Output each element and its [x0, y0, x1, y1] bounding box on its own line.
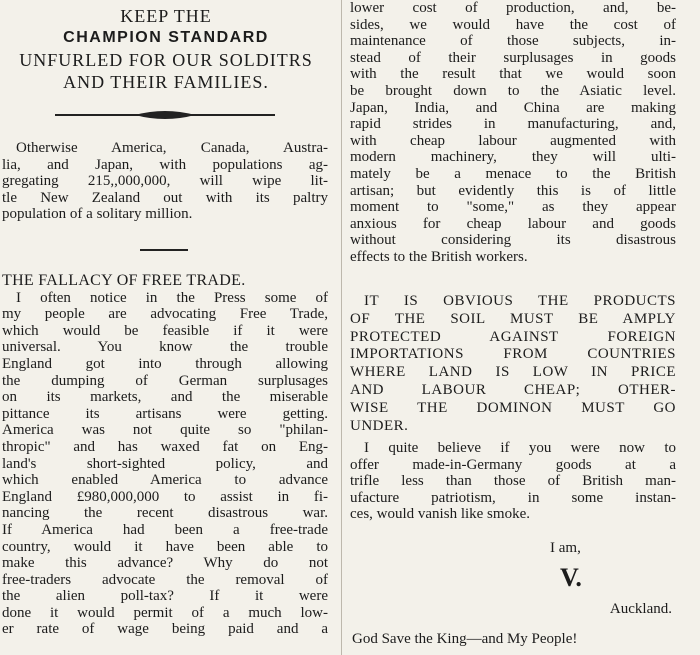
body-line: ces, would vanish like smoke. — [350, 506, 530, 523]
intro-line: population of a solitary million. — [2, 206, 193, 223]
body-line: on its markets, and the miserable — [2, 389, 328, 406]
headline-line-1: KEEP THE — [120, 6, 212, 26]
body-line: sides, we would have the cost of — [350, 16, 676, 33]
salutation: I am, — [550, 540, 581, 556]
body-line: with cheap labour augmented with — [350, 132, 676, 149]
headline-line-3: UNFURLED FOR OUR SOLDITRS — [19, 50, 313, 70]
body-line: thropic" and has waxed fat on Eng- — [2, 438, 328, 455]
body-line: Japan, India, and China are making — [350, 99, 676, 116]
intro-line: lia, and Japan, with populations ag- — [2, 156, 328, 173]
caps-line: WISE THE DOMINON MUST GO — [350, 399, 676, 416]
capitals-paragraph — [350, 293, 676, 435]
divider-rule — [140, 249, 188, 251]
body-line: America was not quite so "philan- — [2, 422, 328, 439]
body-line: trifle less than those of British man- — [350, 473, 676, 490]
body-line: the alien poll-tax? If it were — [2, 588, 328, 605]
body-line: er rate of wage being paid and a — [2, 621, 328, 638]
body-line: I often notice in the Press some of — [16, 289, 328, 306]
body-line: pittance its artisans were getting. — [2, 405, 328, 422]
continued-paragraph — [350, 0, 676, 266]
body-line: universal. You know the trouble — [2, 339, 328, 356]
body-line: stead of their surplusages in goods — [350, 49, 676, 66]
body-line: anxious for cheap labour and goods — [350, 215, 676, 232]
body-line: rapid strides in manufacturing, and, — [350, 116, 676, 133]
body-line: without considering its disastrous — [350, 232, 676, 249]
caps-line: OF THE SOIL MUST BE AMPLY — [350, 310, 676, 327]
headline-block — [0, 5, 332, 93]
body-line: my people are advocating Free Trade, — [2, 306, 328, 323]
body-line: I quite believe if you were now to — [364, 440, 676, 456]
headline-line-2: CHAMPION STANDARD — [63, 29, 269, 46]
body-line: lower cost of production, and, be- — [350, 0, 676, 16]
body-line: moment to "some," as they appear — [350, 199, 676, 216]
caps-line: IMPORTATIONS FROM COUNTRIES — [350, 346, 676, 363]
signature: V. — [560, 563, 582, 592]
fallacy-section — [2, 273, 328, 638]
body-line: be brought down to the Asiatic level. — [350, 82, 676, 99]
caps-line: WHERE LAND IS LOW IN PRICE — [350, 364, 676, 381]
body-line: offer made-in-Germany goods at a — [350, 456, 676, 473]
body-line: maintenance of those subjects, in- — [350, 33, 676, 50]
body-line: which would be feasible if it were — [2, 322, 328, 339]
intro-line: Otherwise America, Canada, Austra- — [16, 140, 328, 156]
caps-line: IT IS OBVIOUS THE PRODUCTS — [364, 293, 676, 309]
section-title: THE FALLACY OF FREE TRADE. — [2, 272, 246, 289]
caps-line: AND LABOUR CHEAP; OTHER- — [350, 381, 676, 398]
body-line: free-traders advocate the removal of — [2, 571, 328, 588]
caps-line: PROTECTED AGAINST FOREIGN — [350, 328, 676, 345]
closing-motto: God Save the King—and My People! — [352, 631, 578, 647]
intro-paragraph — [2, 140, 328, 223]
intro-line: gregating 215,,000,000, will wipe lit- — [2, 173, 328, 190]
location: Auckland. — [609, 601, 672, 617]
ornamental-rule — [55, 108, 275, 122]
body-line: modern machinery, they will ulti- — [350, 149, 676, 166]
body-line: which enabled America to advance — [2, 472, 328, 489]
body-line: nancing the recent disastrous war. — [2, 505, 328, 522]
intro-line: tle New Zealand out with its paltry — [2, 189, 328, 206]
body-line: effects to the British workers. — [350, 248, 528, 265]
headline-line-4: AND THEIR FAMILIES. — [63, 72, 269, 92]
body-line: England got into through allowing — [2, 355, 328, 372]
column-divider — [341, 0, 342, 655]
body-line: done it would permit of a much low- — [2, 604, 328, 621]
body-line: England £980,000,000 to assist in fi- — [2, 488, 328, 505]
body-line: with the result that we would soon — [350, 66, 676, 83]
body-line: make this advance? Why do not — [2, 555, 328, 572]
body-line: If America had been a free-trade — [2, 521, 328, 538]
caps-line: UNDER. — [350, 417, 409, 434]
body-line: land's short-sighted policy, and — [2, 455, 328, 472]
body-line: artisan; but evidently this is of little — [350, 182, 676, 199]
closing-paragraph — [350, 440, 676, 523]
body-line: ufacture patriotism, in some instan- — [350, 489, 676, 506]
body-line: the dumping of German surplusages — [2, 372, 328, 389]
body-line: mately be a menace to the British — [350, 165, 676, 182]
body-line: country, would it have been able to — [2, 538, 328, 555]
